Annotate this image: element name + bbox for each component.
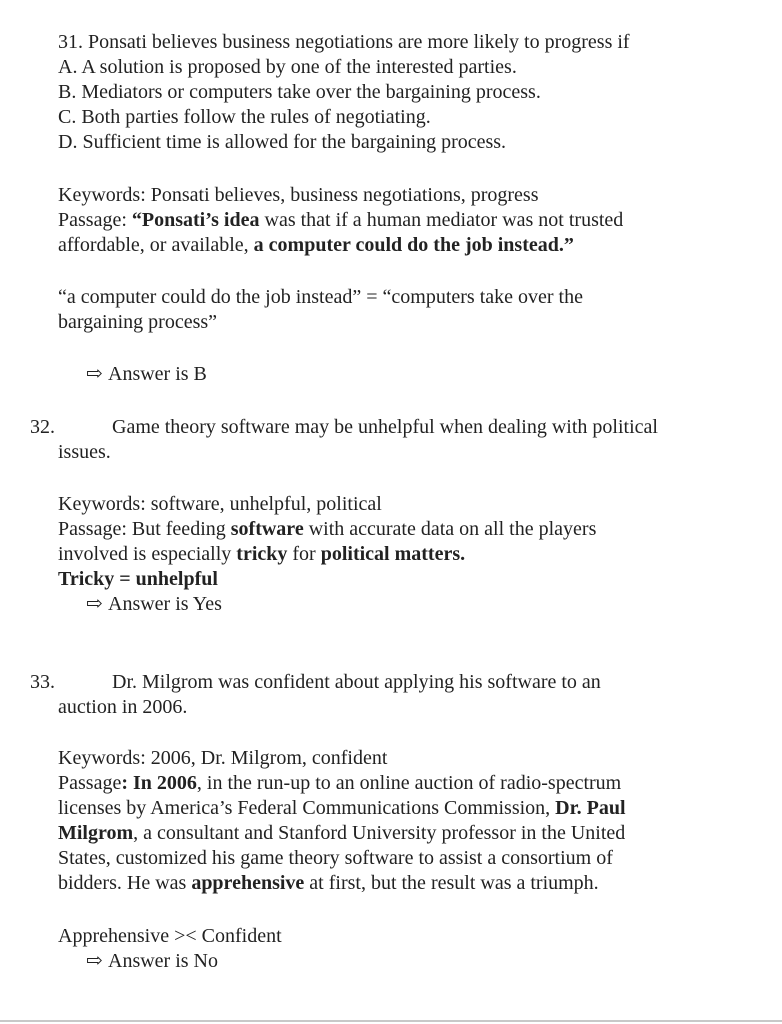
q31-passage-line-1: Passage: “Ponsati’s idea was that if a human mediator was not trusted bbox=[58, 209, 624, 231]
q31-answer: ⇨ Answer is B bbox=[86, 363, 207, 385]
q33-passage-line-1: Passage: In 2006, in the run-up to an online auction of radio-spectrum bbox=[58, 772, 622, 794]
q33-passage-line-2: licenses by America’s Federal Communications Commission, Dr. Paul bbox=[58, 797, 626, 819]
q33-passage-line-3: Milgrom, a consultant and Stanford University professor in the United bbox=[58, 822, 626, 844]
q31-option-a: A. A solution is proposed by one of the interested parties. bbox=[58, 56, 517, 78]
q32-question-line-2: issues. bbox=[58, 441, 111, 463]
q33-question-line-1: Dr. Milgrom was confident about applying his software to an bbox=[112, 671, 601, 693]
arrow-right-icon: ⇨ bbox=[86, 363, 103, 385]
q32-equivalence: Tricky = unhelpful bbox=[58, 568, 218, 590]
q32-number: 32. bbox=[30, 416, 55, 438]
q31-option-c: C. Both parties follow the rules of negotiating. bbox=[58, 106, 431, 128]
page-bottom-border bbox=[0, 1020, 782, 1022]
q32-answer: ⇨ Answer is Yes bbox=[86, 593, 222, 615]
q31-equivalence-line-1: “a computer could do the job instead” = “computers take over the bbox=[58, 286, 583, 308]
q32-question-line-1: Game theory software may be unhelpful when dealing with political bbox=[112, 416, 658, 438]
q33-question-line-2: auction in 2006. bbox=[58, 696, 188, 718]
q33-contrast: Apprehensive >< Confident bbox=[58, 925, 282, 947]
arrow-right-icon: ⇨ bbox=[86, 950, 103, 972]
q31-keywords: Keywords: Ponsati believes, business negotiations, progress bbox=[58, 184, 539, 206]
q31-question: 31. Ponsati believes business negotiations are more likely to progress if bbox=[58, 31, 630, 53]
q32-passage-line-2: involved is especially tricky for political matters. bbox=[58, 543, 466, 565]
q33-number: 33. bbox=[30, 671, 55, 693]
q32-passage-line-1: Passage: But feeding software with accurate data on all the players bbox=[58, 518, 597, 540]
q33-keywords: Keywords: 2006, Dr. Milgrom, confident bbox=[58, 747, 388, 769]
q31-option-d: D. Sufficient time is allowed for the bargaining process. bbox=[58, 131, 507, 153]
q31-option-b: B. Mediators or computers take over the bargaining process. bbox=[58, 81, 541, 103]
arrow-right-icon: ⇨ bbox=[86, 593, 103, 615]
q31-passage-line-2: affordable, or available, a computer could do the job instead.” bbox=[58, 234, 574, 256]
q32-keywords: Keywords: software, unhelpful, political bbox=[58, 493, 382, 515]
q33-passage-line-4: States, customized his game theory software to assist a consortium of bbox=[58, 847, 613, 869]
q31-equivalence-line-2: bargaining process” bbox=[58, 311, 218, 333]
q33-passage-line-5: bidders. He was apprehensive at first, but the result was a triumph. bbox=[58, 872, 599, 894]
q33-answer: ⇨ Answer is No bbox=[86, 950, 218, 972]
